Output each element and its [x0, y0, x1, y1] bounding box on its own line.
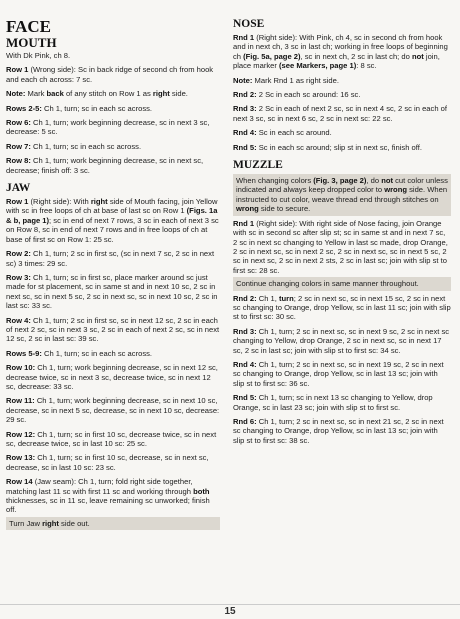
muzzle-rnd-2: Rnd 2: Ch 1, turn; 2 sc in next sc, sc in next 15 sc, 2 sc in next sc changing to Orange, drop Yellow, sc in last 11 sc; join with slip st to first sc: 30 sc. [233, 293, 451, 322]
color-change-note: When changing colors (Fig. 3, page 2), do not cut color unless indicated and always keep dropped color to wrong side. When instructed to cut color, weave thread end through stitches on wrong side to secure. [233, 174, 451, 216]
jaw-heading: JAW [6, 182, 31, 195]
muzzle-rnd-1: Rnd 1 (Right side): With right side of Nose facing, join Orange with sc in second sc after slip st; sc in same st and in next 7 sc, 2 sc in next sc changing to Yellow in last sc made, drop Orange, 2 sc in next sc, sc in next 2 sc, 2 sc in next sc, sc in next 5 sc, 2 sc in next sc, 2 sc in next 2 sts, 2 sc in last sc; join with slip st to first sc: 28 sc. [233, 218, 448, 275]
mouth-row-8: Row 8: Ch 1, turn; work beginning decrease, sc in next sc, decrease; finish off: 3 sc. [6, 156, 204, 175]
jaw-row-12: Row 12: Ch 1, turn; sc in first 10 sc, decrease twice, sc in next sc, decrease twice, sc in last 10 sc: 25 sc. [6, 429, 217, 448]
mouth-row-6: Row 6: Ch 1, turn; work beginning decrease, sc in next 3 sc, decrease: 5 sc. [6, 118, 210, 137]
nose-rnd-1: Rnd 1 (Right side): With Pink, ch 4, sc in second ch from hook and in next ch, 3 sc in last ch; working in free loops of beginning ch (Fig. 5a, page 2), sc in next ch, 2 sc in last ch; do not join, place marker (see Markers, page 1): 8 sc. [233, 33, 448, 71]
turn-jaw-note: Turn Jaw right side out. [6, 517, 220, 530]
muzzle-heading: MUZZLE [233, 159, 283, 172]
jaw-row-14: Row 14 (Jaw seam): Ch 1, turn; fold right side together, matching last 11 sc with first 11 sc and working through both thicknesses, sc in 11 sc, leave remaining sc unworked; finish off. [6, 477, 210, 515]
muzzle-rnd-3: Rnd 3: Ch 1, turn; 2 sc in next sc, sc in next 9 sc, 2 sc in next sc changing to Yellow, drop Orange, 2 sc in next sc, sc in next 17 sc, 2 sc in last sc; join with slip st to first sc: 34 sc. [233, 326, 450, 355]
nose-heading: NOSE [233, 18, 265, 30]
jaw-row-2: Row 2: Ch 1, turn; 2 sc in first sc, (sc in next 7 sc, 2 sc in next sc) 3 times: 29 sc. [6, 249, 215, 268]
left-column [6, 18, 220, 533]
footer-rule [0, 604, 460, 605]
nose-rnd-5: Rnd 5: Sc in each sc around; slip st in next sc, finish off. [233, 142, 422, 152]
mouth-intro: With Dk Pink, ch 8. [6, 51, 71, 60]
mouth-rows-2-5: Rows 2-5: Ch 1, turn; sc in each sc across. [6, 103, 153, 113]
jaw-row-10: Row 10: Ch 1, turn; work beginning decrease, sc in next 12 sc, decrease twice, sc in next 3 sc, decrease twice, sc in next 12 sc, decrease: 33 sc. [6, 363, 218, 391]
nose-rnd-3: Rnd 3: 2 Sc in each of next 2 sc, sc in next 4 sc, 2 sc in each of next 3 sc, sc in next 6 sc, 2 sc in next sc: 22 sc. [233, 104, 447, 123]
muzzle-rnd-5: Rnd 5: Ch 1, turn; sc in next 13 sc changing to Yellow, drop Orange, sc in last 23 sc; join with slip st to first sc. [233, 393, 433, 412]
mouth-row-7: Row 7: Ch 1, turn; sc in each sc across. [6, 141, 142, 151]
right-column [233, 18, 451, 445]
mouth-heading: MOUTH [6, 35, 57, 50]
nose-note: Note: Mark Rnd 1 as right side. [233, 75, 339, 85]
muzzle-rnd-6: Rnd 6: Ch 1, turn; 2 sc in next sc, sc in next 21 sc, 2 sc in next sc changing to Orange, drop Yellow, sc in last 13 sc; join with slip st to first sc: 38 sc. [233, 417, 444, 445]
nose-rnd-2: Rnd 2: 2 Sc in each sc around: 16 sc. [233, 90, 361, 100]
muzzle-rnd-4: Rnd 4: Ch 1, turn; 2 sc in next sc, sc in next 19 sc, 2 sc in next sc changing to Orange, drop Yellow, sc in last 13 sc; join with slip st to first sc: 36 sc. [233, 359, 444, 388]
jaw-row-4: Row 4: Ch 1, turn; 2 sc in first sc, sc in next 12 sc, 2 sc in each of next 2 sc, sc in next 3 sc, 2 sc in each of next 2 sc, sc in next 12 sc, 2 sc in last sc: 39 sc. [6, 315, 220, 344]
page-number: 15 [224, 606, 236, 617]
jaw-row-1: Row 1 (Right side): With right side of Mouth facing, join Yellow with sc in free loops of ch at base of last sc on Row 1 (Figs. 1a & b, page 1); sc in end of next 7 rows, 3 sc in each of next 3 sc on Row 8, sc in end of next 7 rows and in free loops of ch at base of first sc on Row 1: 25 sc. [6, 197, 219, 244]
jaw-row-3: Row 3: Ch 1, turn; sc in first sc, place marker around sc just made for st placement, sc in same st and in next 10 sc, 2 sc in next sc, sc in next 5 sc, 2 sc in next sc, sc in next 10 sc, 2 sc in last sc: 33 sc. [6, 272, 218, 311]
jaw-rows-5-9: Rows 5-9: Ch 1, turn; sc in each sc across. [6, 348, 153, 358]
face-heading: FACE [6, 17, 52, 36]
jaw-row-13: Row 13: Ch 1, turn; sc in first 10 sc, decrease, sc in next sc, decrease, sc in last 10 sc: 23 sc. [6, 453, 209, 472]
nose-rnd-4: Rnd 4: Sc in each sc around. [233, 128, 332, 138]
jaw-row-11: Row 11: Ch 1, turn; work beginning decrease, sc in next 10 sc, decrease, sc in next 5 sc, decrease, sc in next 10 sc, decrease: 29 sc. [6, 396, 220, 425]
mouth-note: Note: Mark back of any stitch on Row 1 as right side. [6, 89, 188, 99]
continue-colors-note: Continue changing colors in same manner throughout. [233, 277, 451, 290]
mouth-row-1: Row 1 (Wrong side): Sc in back ridge of second ch from hook and each ch across: 7 sc. [6, 65, 214, 84]
